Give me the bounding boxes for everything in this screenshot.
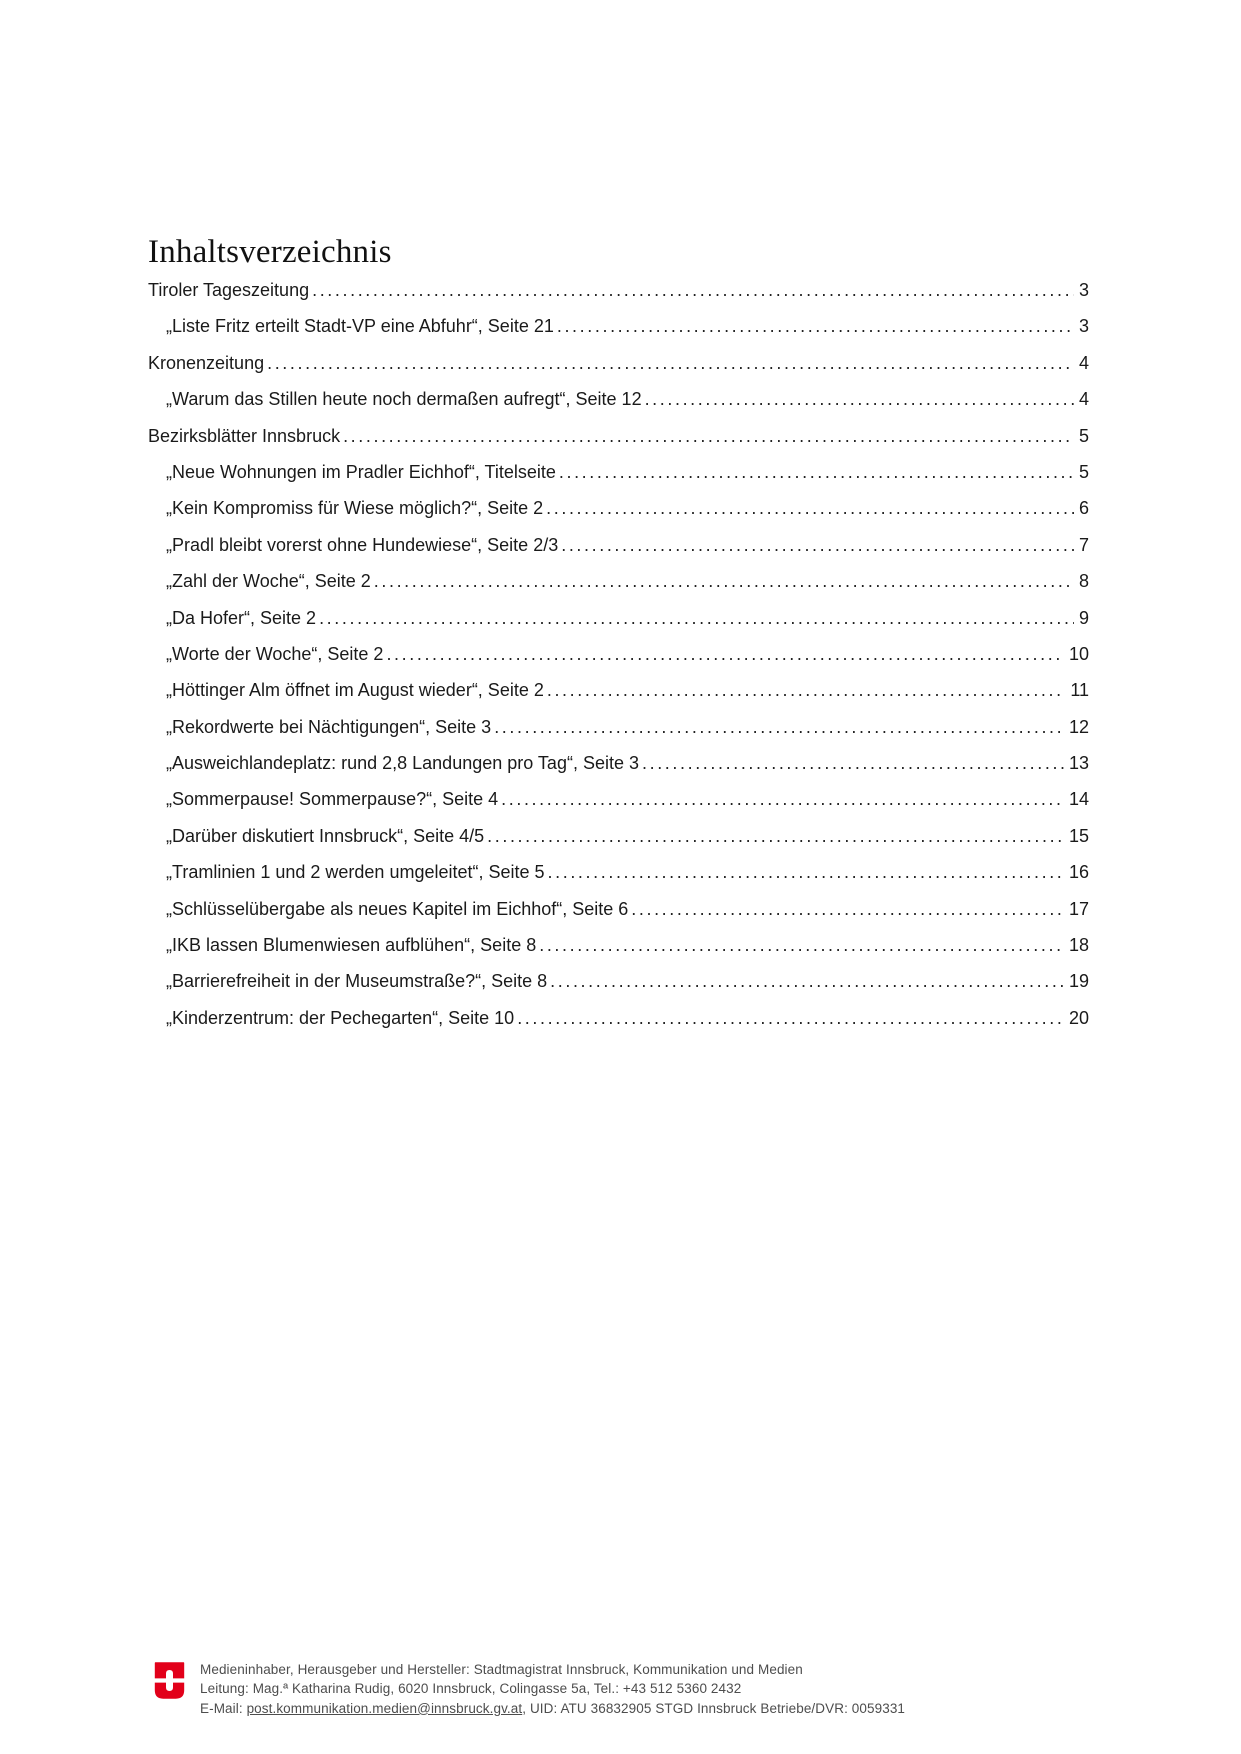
toc-page-number: 16 (1068, 862, 1089, 883)
footer (150, 1660, 1121, 1718)
toc-entry-label: „Ausweichlandeplatz: rund 2,8 Landungen pro Tag“, Seite 3 (166, 753, 639, 774)
innsbruck-city-logo-icon (152, 1662, 187, 1699)
toc-page-number: 4 (1078, 389, 1089, 410)
toc-page-number: 7 (1078, 534, 1089, 555)
toc-dot-leader (547, 672, 1065, 708)
toc-entry-label: „Da Hofer“, Seite 2 (166, 607, 317, 628)
toc-page-number: 20 (1068, 1007, 1089, 1028)
toc-entry-label: „Zahl der Woche“, Seite 2 (166, 571, 371, 592)
toc-dot-leader (319, 600, 1074, 636)
toc-entry-label: „Kinderzentrum: der Pechegarten“, Seite 10 (166, 1007, 515, 1028)
toc-entry[interactable] (148, 418, 1089, 454)
toc-page-number: 3 (1078, 316, 1089, 337)
toc-page-number: 19 (1068, 971, 1089, 992)
toc-dot-leader (561, 527, 1074, 563)
toc-entry[interactable] (148, 891, 1089, 927)
toc-page-number: 6 (1078, 498, 1089, 519)
toc-entry[interactable] (148, 927, 1089, 963)
toc-entry[interactable] (148, 308, 1089, 344)
toc-page-number: 8 (1078, 571, 1089, 592)
toc-entry[interactable] (148, 490, 1089, 526)
toc-entry-label: „Schlüsselübergabe als neues Kapitel im Eichhof“, Seite 6 (166, 898, 629, 919)
toc-entry[interactable] (148, 381, 1089, 417)
toc-dot-leader (267, 345, 1074, 381)
toc-entry[interactable] (148, 854, 1089, 890)
toc-entry[interactable] (148, 672, 1089, 708)
toc-entry[interactable] (148, 272, 1089, 308)
toc-page-number: 3 (1078, 280, 1089, 300)
toc-dot-leader (631, 891, 1064, 927)
toc-dot-leader (312, 272, 1074, 308)
toc-entry[interactable] (148, 745, 1089, 781)
toc-entry-label: „Worte der Woche“, Seite 2 (166, 643, 384, 664)
toc-entry-label: „Warum das Stillen heute noch dermaßen aufregt“, Seite 12 (166, 389, 642, 410)
toc-entry-label: „Tramlinien 1 und 2 werden umgeleitet“, Seite 5 (166, 862, 545, 883)
toc-entry-label: Kronenzeitung (148, 352, 265, 373)
toc-entry-label: Bezirksblätter Innsbruck (148, 425, 341, 446)
toc-entry[interactable] (148, 563, 1089, 599)
toc-dot-leader (517, 1000, 1064, 1036)
toc-page-number: 11 (1070, 680, 1089, 701)
toc-dot-leader (501, 781, 1064, 817)
toc-dot-leader (386, 636, 1064, 672)
toc-dot-leader (645, 381, 1074, 417)
toc-dot-leader (642, 745, 1064, 781)
toc-entry[interactable] (148, 345, 1089, 381)
toc-entry[interactable] (148, 781, 1089, 817)
toc-entry-label: „Liste Fritz erteilt Stadt-VP eine Abfuhr“, Seite 21 (166, 316, 554, 337)
toc-entry[interactable] (148, 818, 1089, 854)
toc-entry-label: „Höttinger Alm öffnet im August wieder“, Seite 2 (166, 680, 544, 701)
toc-entry[interactable] (148, 1000, 1089, 1036)
footer-text (200, 1660, 1121, 1718)
toc-entry-label: „Kein Kompromiss für Wiese möglich?“, Seite 2 (166, 498, 544, 519)
toc-dot-leader (559, 454, 1074, 490)
toc-entry-label: „Darüber diskutiert Innsbruck“, Seite 4/5 (166, 825, 485, 846)
toc-dot-leader (557, 308, 1074, 344)
toc-dot-leader (374, 563, 1074, 599)
toc (148, 272, 1089, 1036)
toc-page-number: 17 (1068, 898, 1089, 919)
toc-entry[interactable] (148, 454, 1089, 490)
page-title: Inhaltsverzeichnis (148, 234, 392, 271)
footer-contact-line: Leitung: Mag.ª Katharina Rudig, 6020 Innsbruck, Colingasse 5a, Tel.: +43 512 5360 2432 (200, 1681, 742, 1697)
footer-publisher-line: Medieninhaber, Herausgeber und Hersteller: Stadtmagistrat Innsbruck, Kommunikation und Medien (200, 1662, 803, 1677)
footer-email-line (200, 1699, 1121, 1718)
toc-entry[interactable] (148, 963, 1089, 999)
toc-page-number: 12 (1068, 716, 1089, 737)
toc-dot-leader (548, 854, 1064, 890)
email-link[interactable]: post.kommunikation.medien@innsbruck.gv.at (246, 1700, 523, 1716)
toc-page-number: 18 (1068, 935, 1089, 956)
toc-page-number: 4 (1078, 352, 1089, 373)
toc-dot-leader (550, 963, 1064, 999)
toc-entry-label: „Barrierefreiheit in der Museumstraße?“, Seite 8 (166, 971, 548, 992)
toc-dot-leader (546, 490, 1074, 526)
toc-dot-leader (539, 927, 1064, 963)
toc-entry[interactable] (148, 600, 1089, 636)
toc-page-number: 13 (1068, 753, 1089, 774)
toc-page-number: 5 (1078, 425, 1089, 446)
footer-email-prefix: E-Mail: (200, 1700, 247, 1716)
toc-dot-leader (343, 418, 1074, 454)
toc-dot-leader (494, 709, 1064, 745)
toc-page-number: 15 (1068, 825, 1089, 846)
toc-entry-label: „Pradl bleibt vorerst ohne Hundewiese“, Seite 2/3 (166, 534, 559, 555)
toc-dot-leader (487, 818, 1064, 854)
toc-entry-label: „Rekordwerte bei Nächtigungen“, Seite 3 (166, 716, 492, 737)
toc-entry-label: Tiroler Tageszeitung (148, 280, 310, 300)
toc-page-number: 14 (1068, 789, 1089, 810)
toc-page-number: 10 (1068, 643, 1089, 664)
toc-entry-label: „IKB lassen Blumenwiesen aufblühen“, Seite 8 (166, 935, 537, 956)
toc-entry[interactable] (148, 709, 1089, 745)
toc-entry-label: „Sommerpause! Sommerpause?“, Seite 4 (166, 789, 499, 810)
toc-entry[interactable] (148, 636, 1089, 672)
toc-entry-label: „Neue Wohnungen im Pradler Eichhof“, Titelseite (166, 461, 556, 482)
toc-entry[interactable] (148, 527, 1089, 563)
footer-uid-text: , UID: ATU 36832905 STGD Innsbruck Betriebe/DVR: 0059331 (522, 1700, 906, 1716)
toc-page-number: 5 (1078, 461, 1089, 482)
toc-page-number: 9 (1078, 607, 1089, 628)
